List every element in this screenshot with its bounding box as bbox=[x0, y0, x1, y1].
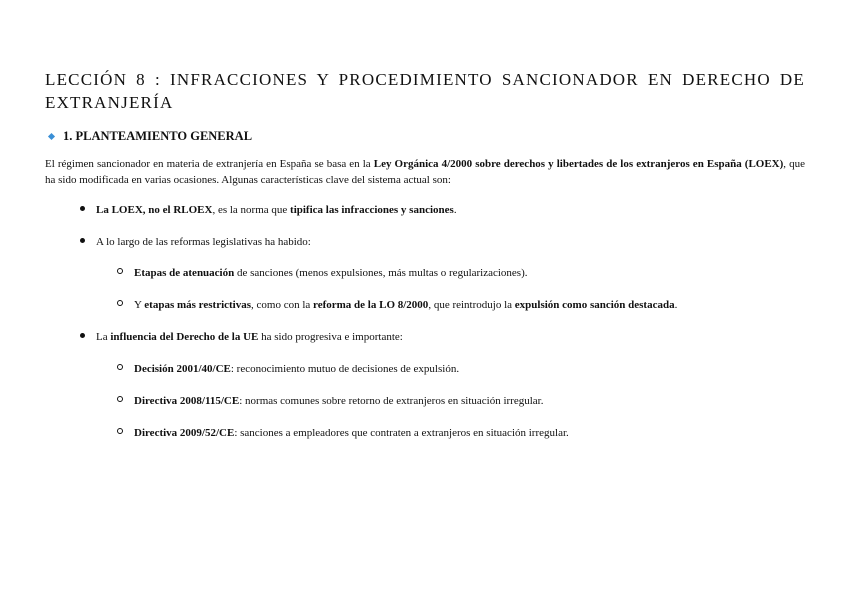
directiva2008-text-1: : normas comunes sobre retorno de extranjeros en situación irregular. bbox=[239, 395, 544, 407]
circle-bullet-icon bbox=[117, 396, 123, 402]
circle-bullet-icon bbox=[117, 300, 123, 306]
restrictivas-text-4: . bbox=[674, 299, 678, 311]
loex-bold-2: tipifica las infracciones y sanciones bbox=[290, 204, 454, 216]
atenuacion-text-1: de sanciones (menos expulsiones, más multas o regularizaciones). bbox=[234, 267, 528, 279]
list-item-decision-2001 bbox=[117, 362, 459, 376]
list-item-restrictivas bbox=[117, 298, 677, 312]
restrictivas-bold-3: expulsión como sanción destacada bbox=[514, 299, 675, 311]
intro-paragraph bbox=[45, 156, 805, 188]
list-item-influencia bbox=[80, 330, 403, 344]
intro-bold-law: Ley Orgánica 4/2000 sobre derechos y libertades de los extranjeros en España (LOEX) bbox=[373, 158, 784, 170]
atenuacion-bold-1: Etapas de atenuación bbox=[134, 267, 235, 279]
section-heading bbox=[47, 128, 252, 144]
influencia-text-1: La bbox=[96, 331, 111, 343]
page-title: LECCIÓN 8 : INFRACCIONES Y PROCEDIMIENTO SANCIONADOR EN DERECHO DE EXTRANJERÍA bbox=[45, 70, 805, 112]
disc-bullet-icon bbox=[80, 238, 85, 243]
decision-text-1: : reconocimiento mutuo de decisiones de expulsión. bbox=[230, 363, 460, 375]
directiva2009-bold-1: Directiva 2009/52/CE bbox=[134, 427, 235, 439]
section-heading-text: 1. PLANTEAMIENTO GENERAL bbox=[63, 129, 253, 143]
restrictivas-text-2: , como con la bbox=[251, 299, 314, 311]
reformas-text-1: A lo largo de las reformas legislativas ha habido: bbox=[96, 236, 311, 248]
loex-text-1: , es la norma que bbox=[212, 204, 291, 216]
intro-text-2: , que ha sido modificada en varias ocasiones. Algunas características clave del sistema actual son: bbox=[45, 158, 805, 186]
diamond-bullet-icon bbox=[48, 132, 55, 139]
decision-bold-1: Decisión 2001/40/CE bbox=[134, 363, 231, 375]
influencia-bold-1: influencia del Derecho de la UE bbox=[110, 331, 259, 343]
list-item-loex bbox=[80, 203, 457, 217]
list-item-reformas bbox=[80, 235, 311, 249]
loex-text-2: . bbox=[453, 204, 457, 216]
restrictivas-bold-1: etapas más restrictivas bbox=[144, 299, 252, 311]
loex-bold-1: La LOEX, no el RLOEX bbox=[96, 204, 213, 216]
restrictivas-bold-2: reforma de la LO 8/2000 bbox=[313, 299, 429, 311]
list-item-atenuacion bbox=[117, 266, 528, 280]
directiva2009-text-1: : sanciones a empleadores que contraten a extranjeros en situación irregular. bbox=[234, 427, 569, 439]
restrictivas-text-3: , que reintrodujo la bbox=[428, 299, 515, 311]
directiva2008-bold-1: Directiva 2008/115/CE bbox=[134, 395, 240, 407]
circle-bullet-icon bbox=[117, 364, 123, 370]
disc-bullet-icon bbox=[80, 333, 85, 338]
list-item-directiva-2008 bbox=[117, 394, 543, 408]
circle-bullet-icon bbox=[117, 428, 123, 434]
restrictivas-text-1: Y bbox=[134, 299, 145, 311]
disc-bullet-icon bbox=[80, 206, 85, 211]
circle-bullet-icon bbox=[117, 268, 123, 274]
list-item-directiva-2009 bbox=[117, 426, 569, 440]
intro-text-1: El régimen sancionador en materia de extranjería en España se basa en la bbox=[45, 158, 374, 170]
influencia-text-2: ha sido progresiva e importante: bbox=[258, 331, 403, 343]
